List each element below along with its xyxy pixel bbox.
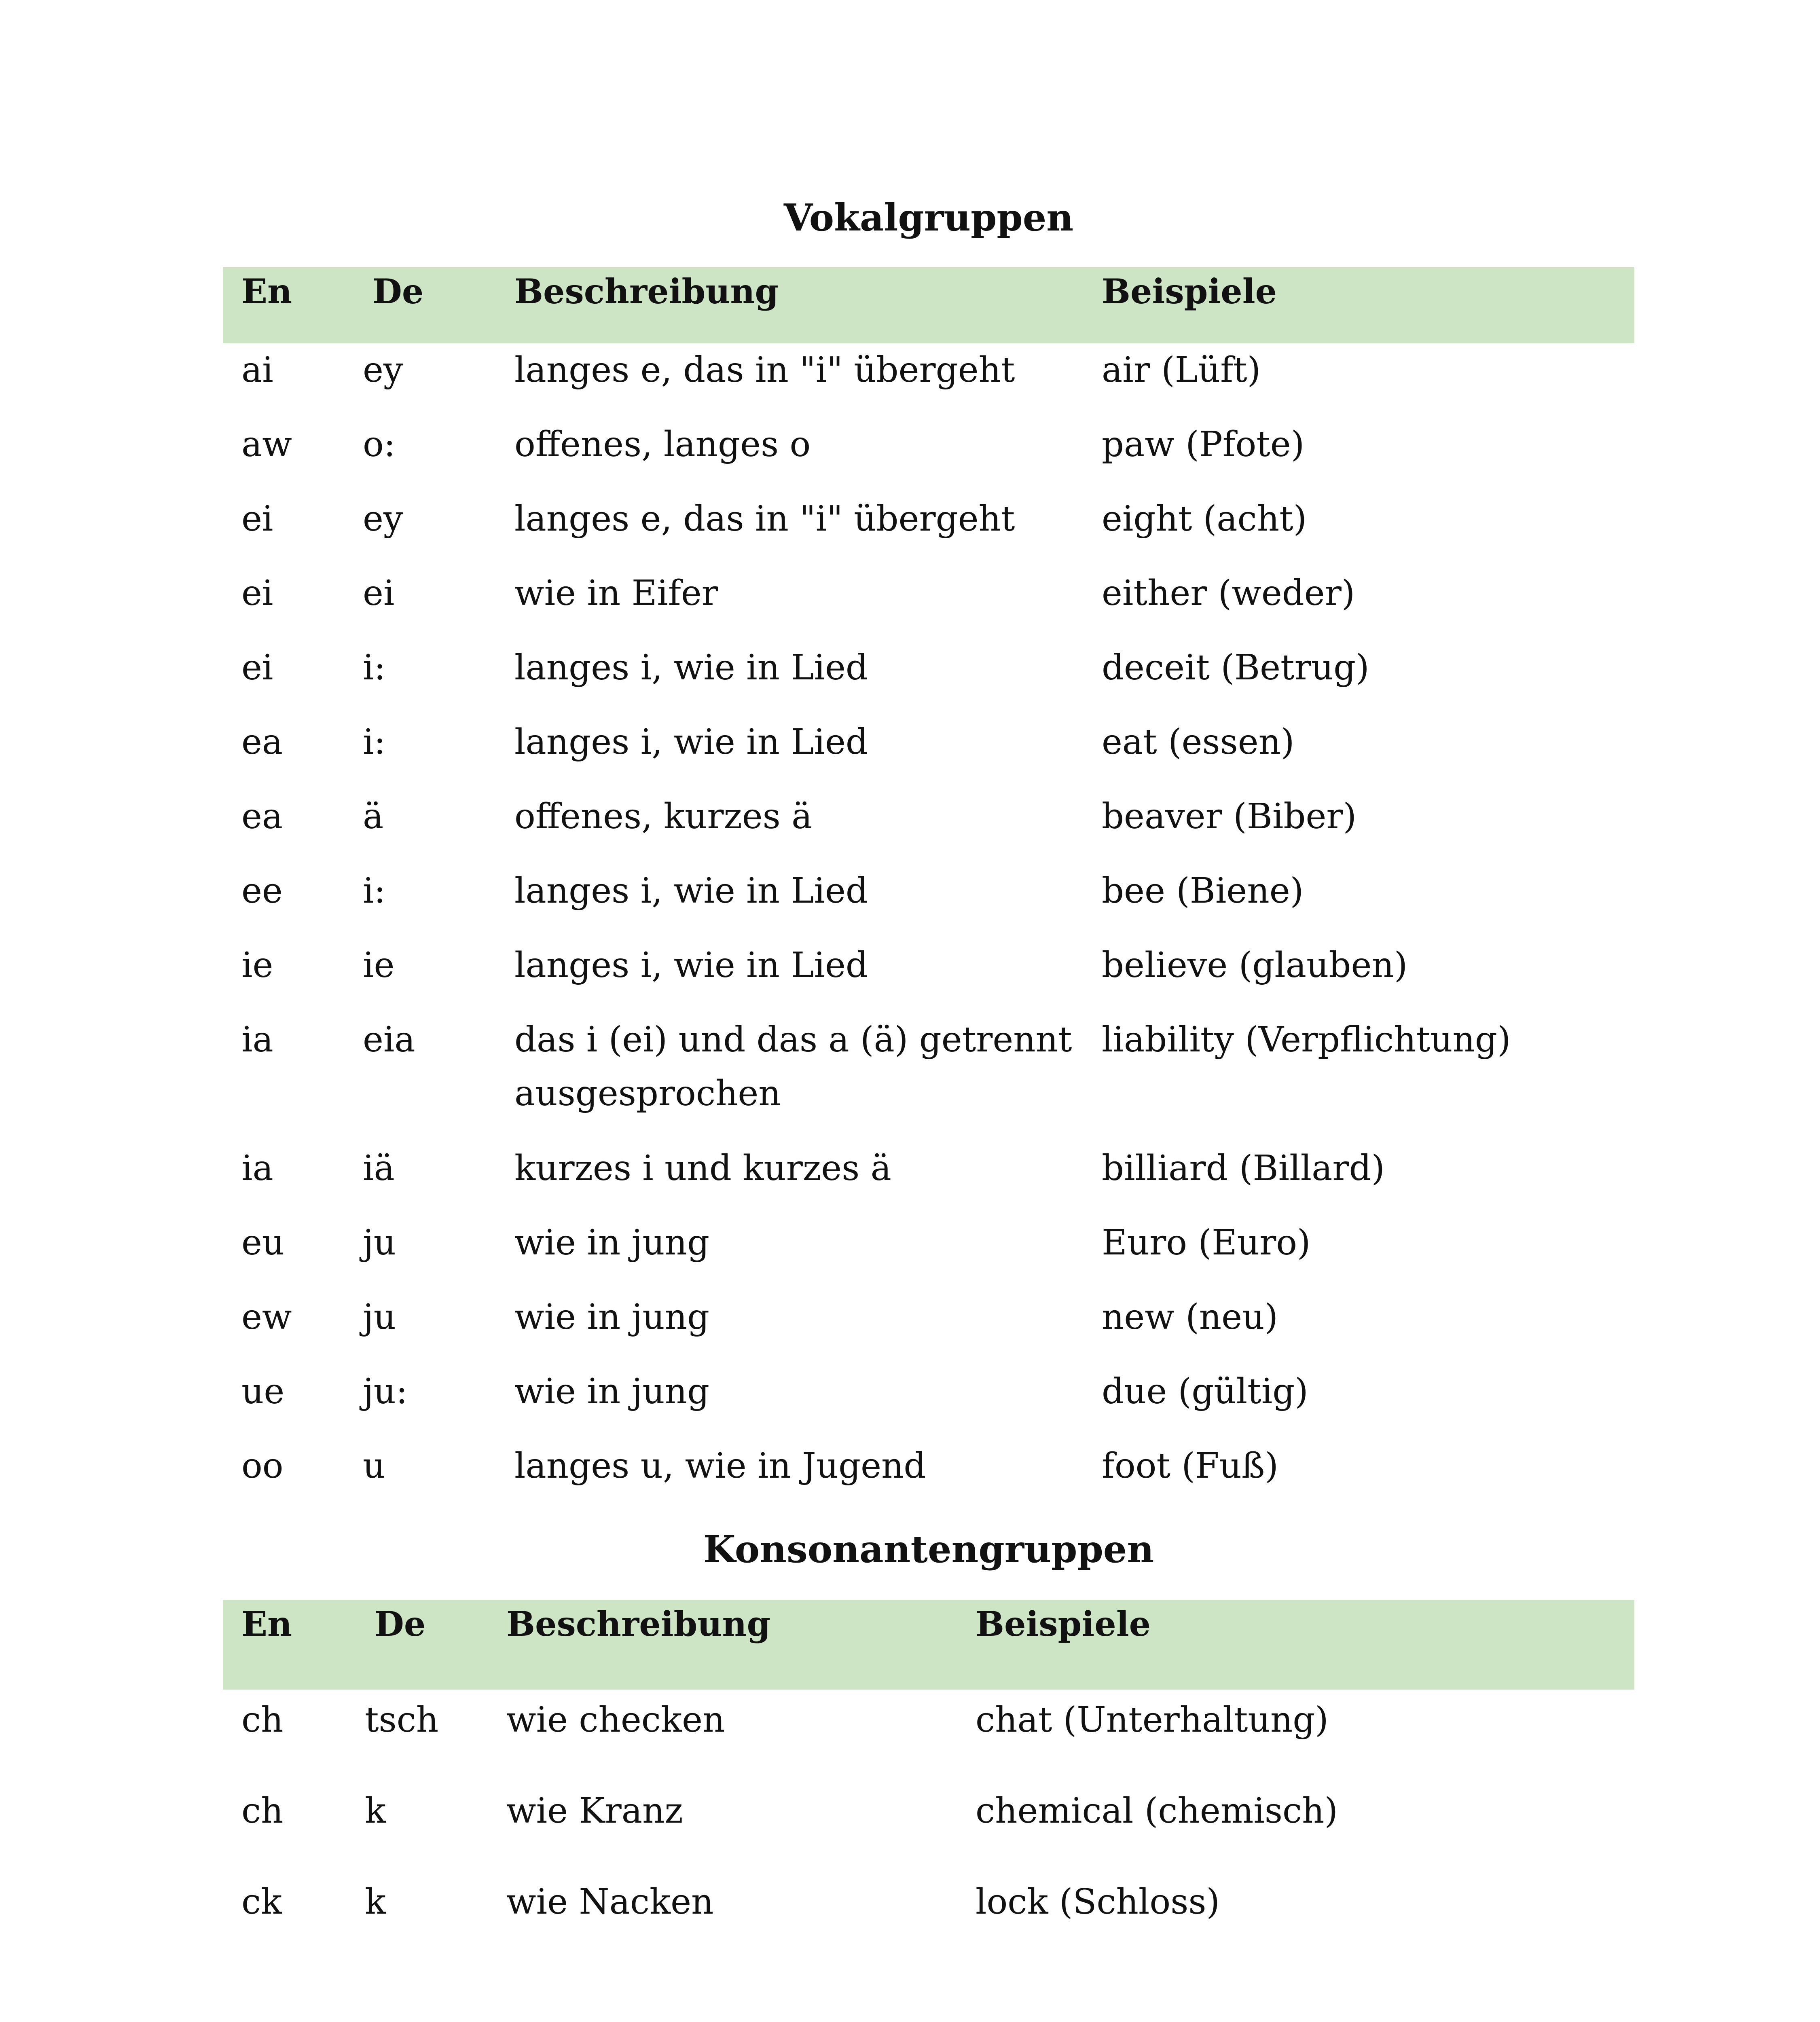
cell-beschreibung: wie in jung: [514, 1297, 710, 1337]
cell-beispiele: deceit (Betrug): [1102, 647, 1369, 688]
table-row: [223, 1216, 1634, 1290]
header-de: De: [375, 1604, 426, 1644]
cell-de: o:: [363, 424, 396, 465]
cell-de: i:: [363, 647, 386, 688]
cell-beispiele: new (neu): [1102, 1297, 1278, 1337]
cell-de: u: [363, 1446, 385, 1486]
table-row: [223, 567, 1634, 641]
cell-en: ew: [241, 1297, 292, 1337]
cell-en: aw: [241, 424, 292, 465]
cell-en: ea: [241, 722, 283, 762]
cell-beispiele: chat (Unterhaltung): [976, 1700, 1329, 1740]
cell-de: ju: [363, 1223, 396, 1263]
cell-beschreibung: wie checken: [506, 1700, 725, 1740]
table-row: [223, 1290, 1634, 1365]
cell-en: ei: [241, 573, 273, 613]
cell-de: k: [365, 1882, 386, 1922]
cell-en: ea: [241, 796, 283, 837]
cell-beschreibung: wie in jung: [514, 1371, 710, 1412]
cell-beispiele: billiard (Billard): [1102, 1148, 1385, 1189]
table-row: [223, 715, 1634, 790]
cell-en: ie: [241, 945, 273, 986]
header-en: En: [241, 1604, 292, 1644]
cell-en: ia: [241, 1019, 273, 1060]
cell-de: ei: [363, 573, 395, 613]
cell-en: ei: [241, 499, 273, 539]
cell-beispiele: lock (Schloss): [976, 1882, 1220, 1922]
cell-beschreibung: wie Nacken: [506, 1882, 714, 1922]
table-row: [223, 864, 1634, 939]
cell-beschreibung: langes i, wie in Lied: [514, 945, 868, 986]
cell-en: ei: [241, 647, 273, 688]
table-row: [223, 343, 1634, 418]
cell-en: oo: [241, 1446, 284, 1486]
header-beispiele: Beispiele: [1102, 271, 1277, 311]
cell-beschreibung: langes i, wie in Lied: [514, 647, 868, 688]
table-row: [223, 492, 1634, 567]
section-title-vokalgruppen: Vokalgruppen: [783, 196, 1074, 239]
table-header-row: [223, 1600, 1634, 1690]
vokalgruppen-table: [223, 267, 1634, 1514]
cell-de: ju:: [363, 1371, 408, 1412]
table-row: [223, 418, 1634, 492]
cell-beispiele: Euro (Euro): [1102, 1223, 1311, 1263]
cell-beschreibung: langes i, wie in Lied: [514, 722, 868, 762]
cell-beispiele: air (Lüft): [1102, 350, 1261, 390]
cell-beispiele: due (gültig): [1102, 1371, 1308, 1412]
table-header-row: [223, 267, 1634, 343]
cell-en: ai: [241, 350, 273, 390]
cell-en: ee: [241, 871, 283, 911]
cell-en: ch: [241, 1791, 284, 1831]
cell-de: tsch: [365, 1700, 439, 1740]
cell-beispiele: eight (acht): [1102, 499, 1307, 539]
table-row: [223, 1439, 1634, 1514]
header-beispiele: Beispiele: [976, 1604, 1151, 1644]
table-row: [223, 1142, 1634, 1216]
cell-beispiele: either (weder): [1102, 573, 1355, 613]
cell-en: ue: [241, 1371, 285, 1412]
cell-de: ey: [363, 499, 403, 539]
cell-beschreibung: langes e, das in "i" übergeht: [514, 499, 1015, 539]
cell-de: i:: [363, 871, 386, 911]
table-row: [223, 1690, 1634, 1781]
cell-en: eu: [241, 1223, 285, 1263]
cell-beispiele: bee (Biene): [1102, 871, 1304, 911]
table-row: [223, 1781, 1634, 1872]
cell-de: k: [365, 1791, 386, 1831]
cell-en: ia: [241, 1148, 273, 1189]
header-beschreibung: Beschreibung: [514, 271, 779, 311]
cell-de: ey: [363, 350, 403, 390]
cell-beschreibung: wie Kranz: [506, 1791, 683, 1831]
cell-beispiele: paw (Pfote): [1102, 424, 1305, 465]
cell-beschreibung: das i (ei) und das a (ä) getrennt ausgesprochen: [514, 1019, 1072, 1114]
cell-beispiele: liability (Verpflichtung): [1102, 1019, 1511, 1060]
cell-beschreibung: wie in Eifer: [514, 573, 718, 613]
cell-beschreibung: kurzes i und kurzes ä: [514, 1148, 891, 1189]
cell-de: i:: [363, 722, 386, 762]
cell-beispiele: beaver (Biber): [1102, 796, 1357, 837]
cell-beispiele: eat (essen): [1102, 722, 1295, 762]
cell-beispiele: chemical (chemisch): [976, 1791, 1338, 1831]
cell-de: ie: [363, 945, 395, 986]
cell-beschreibung: langes u, wie in Jugend: [514, 1446, 926, 1486]
cell-beschreibung: langes i, wie in Lied: [514, 871, 868, 911]
table-row: [223, 939, 1634, 1013]
cell-beschreibung: wie in jung: [514, 1223, 710, 1263]
cell-beschreibung: offenes, langes o: [514, 424, 811, 465]
cell-de: iä: [363, 1148, 395, 1189]
cell-de: ä: [363, 796, 384, 837]
table-row: [223, 1013, 1634, 1142]
table-row: [223, 1872, 1634, 1963]
cell-en: ch: [241, 1700, 284, 1740]
cell-en: ck: [241, 1882, 282, 1922]
cell-de: eia: [363, 1019, 415, 1060]
header-en: En: [241, 271, 292, 311]
cell-beschreibung: offenes, kurzes ä: [514, 796, 813, 837]
table-row: [223, 790, 1634, 864]
cell-de: ju: [363, 1297, 396, 1337]
section-title-konsonantengruppen: Konsonantengruppen: [703, 1527, 1154, 1571]
cell-beispiele: foot (Fuß): [1102, 1446, 1278, 1486]
table-row: [223, 1365, 1634, 1439]
cell-beschreibung: langes e, das in "i" übergeht: [514, 350, 1015, 390]
header-de: De: [372, 271, 424, 311]
konsonantengruppen-table: [223, 1600, 1634, 1963]
cell-beispiele: believe (glauben): [1102, 945, 1408, 986]
header-beschreibung: Beschreibung: [506, 1604, 771, 1644]
table-row: [223, 641, 1634, 715]
